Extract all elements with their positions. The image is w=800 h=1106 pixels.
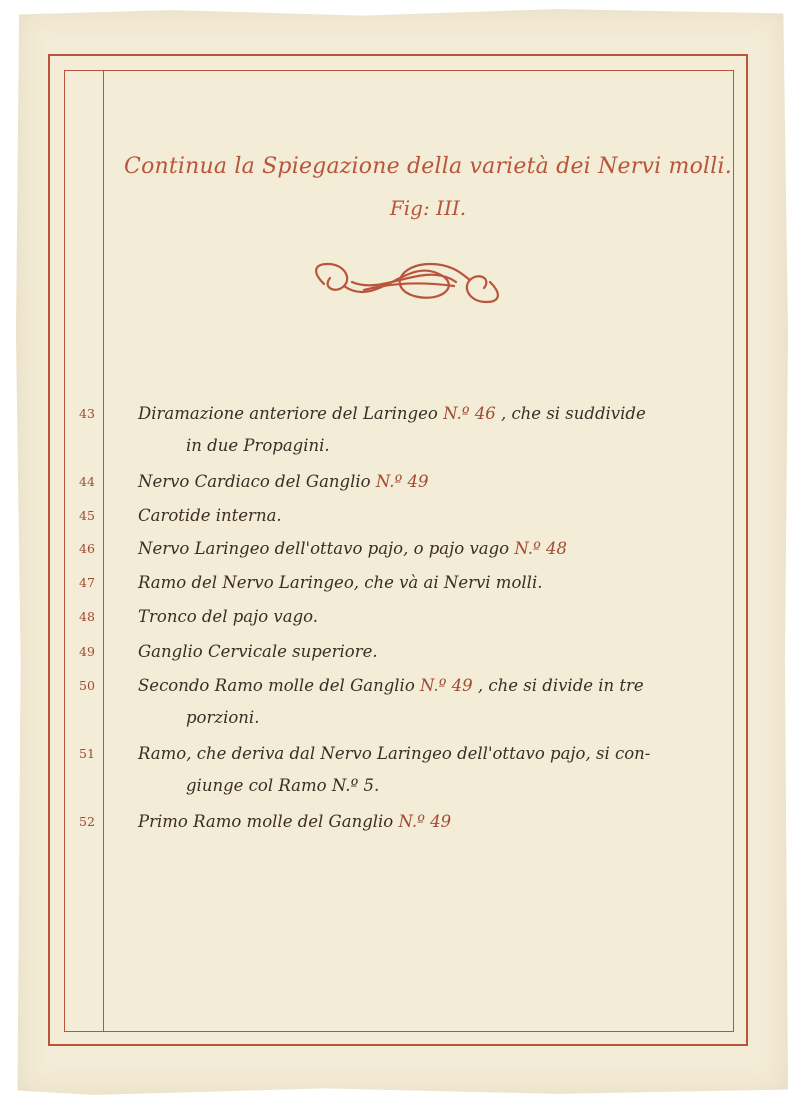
entry-number: 52 [79,814,95,829]
entry-number: 49 [79,644,95,659]
entry-continuation: in due Propagini. [186,436,330,455]
entry-ref: N.º 46 [443,404,496,423]
entry-text: Tronco del pajo vago. [138,607,319,626]
entry-text: Secondo Ramo molle del Ganglio N.º 49 , che si divide in tre [138,676,644,695]
entry-number: 46 [79,541,95,556]
entry-text: Ganglio Cervicale superiore. [138,642,378,661]
entry-number: 44 [79,474,95,489]
entry-number: 50 [79,678,95,693]
entry-text: Primo Ramo molle del Ganglio N.º 49 [138,812,452,831]
entry-continuation: porzioni. [186,708,260,727]
entry-text: Nervo Laringeo dell'ottavo pajo, o pajo vago N.º 48 [138,539,567,558]
entry-text: Ramo, che deriva dal Nervo Laringeo dell'ottavo pajo, si con- [138,744,651,763]
ornamental-flourish-icon [304,252,510,314]
page-title: Continua la Spiegazione della varietà dei Nervi molli. [124,154,732,179]
entry-number: 48 [79,609,95,624]
entry-number: 47 [79,575,95,590]
entry-ref: N.º 49 [375,472,429,491]
entry-number: 43 [79,406,95,421]
entry-text: Carotide interna. [138,506,282,525]
figure-label: Fig: III. [389,196,467,220]
entry-ref: N.º 49 [398,812,452,831]
entry-text: Diramazione anteriore del Laringeo N.º 46 , che si suddivide [138,404,646,423]
entry-text: Nervo Cardiaco del Ganglio N.º 49 [138,472,429,491]
entry-text: Ramo del Nervo Laringeo, che và ai Nervi molli. [138,573,543,592]
entry-continuation: giunge col Ramo N.º 5. [186,776,380,795]
entry-ref: N.º 49 [420,676,473,695]
entry-number: 51 [79,746,95,761]
entry-ref: N.º 48 [514,539,567,558]
entry-number: 45 [79,508,95,523]
